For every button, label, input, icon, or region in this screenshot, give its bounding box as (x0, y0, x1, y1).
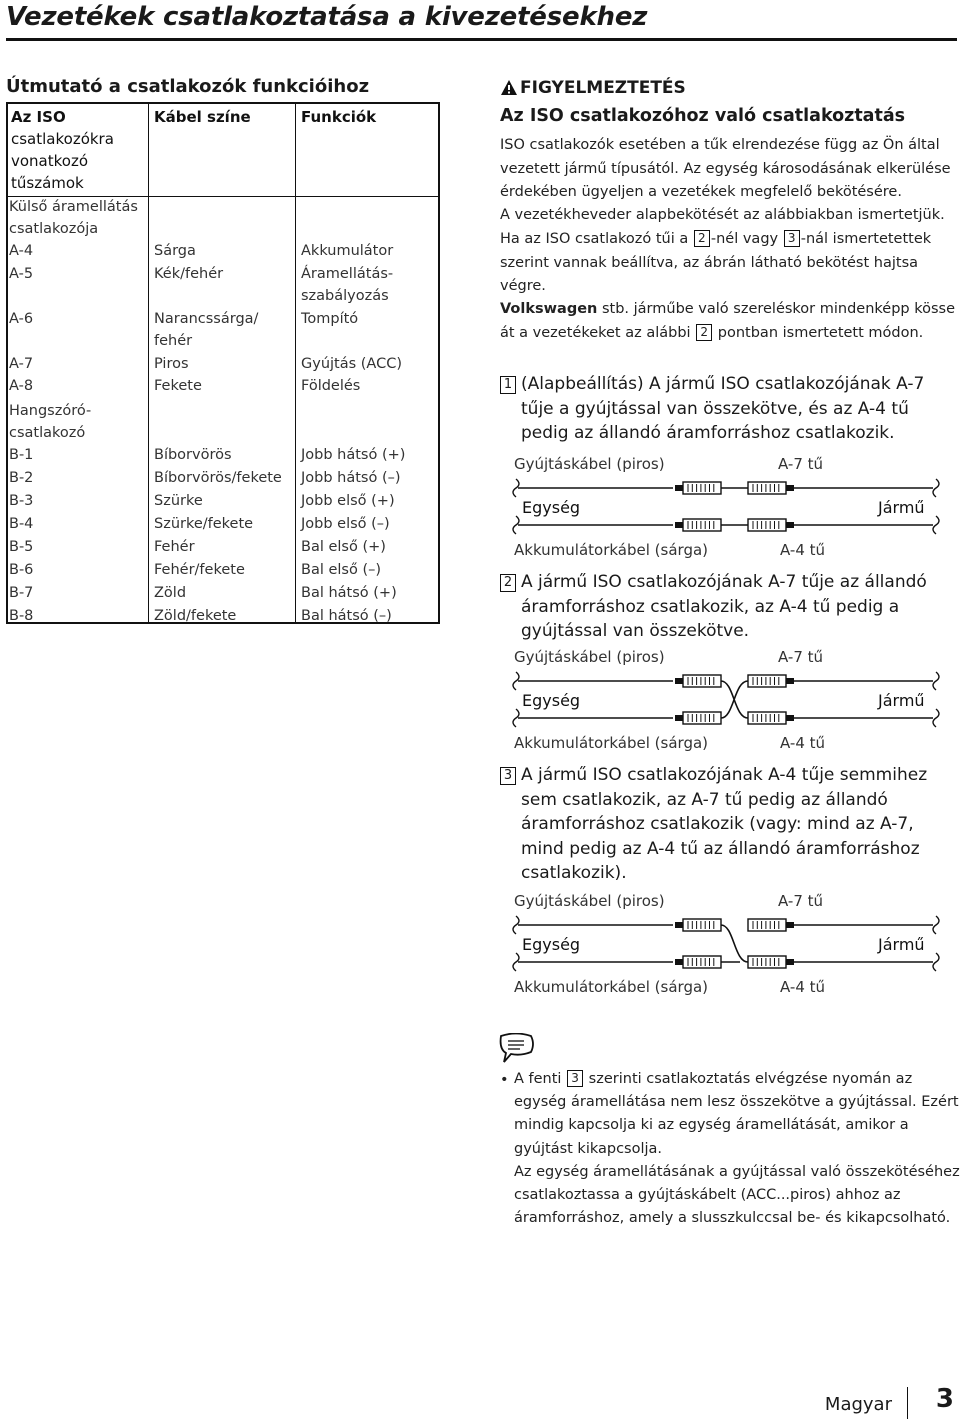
table-pin: B-1 (9, 447, 34, 463)
wire-break-mark (933, 516, 939, 534)
warning-p4-text-b: pontban ismertetett módon. (713, 324, 924, 341)
table-function: Tompító (301, 310, 359, 327)
wire-break-mark (933, 953, 939, 971)
step-text: (Alapbeállítás) A jármű ISO csatlakozójának A-7 tűje a gyújtással van összekötve, és az A-4 tű pedig az állandó áramforráshoz csatlakozik. (521, 374, 925, 443)
note-list (500, 1068, 960, 1230)
table-pin: A-8 (9, 378, 34, 394)
header-pin-line-3: vonatkozó (11, 152, 89, 170)
table-cable-color: Szürke (154, 493, 203, 509)
note-item (500, 1068, 960, 1230)
pin-a7-label: A-7 tű (778, 455, 824, 473)
warning-p4-text-a: stb. járműbe való szereléskor mindenképp kösse át a vezetékeket az alábbi (500, 301, 956, 341)
wire-connector-icon (748, 712, 794, 724)
table-cable-color: Zöld (154, 585, 187, 601)
wire-connector-icon (748, 919, 794, 931)
wire-break-mark (933, 916, 939, 934)
warning-triangle-icon (500, 79, 518, 96)
table-col-divider (148, 104, 149, 622)
note-text-a: A fenti (514, 1071, 567, 1087)
warning-paragraph-4 (500, 298, 958, 345)
vehicle-label: Jármű (878, 691, 925, 710)
wiring-diagram-2 (508, 646, 948, 776)
section-speaker-line-2: csatlakozó (9, 425, 86, 441)
table-function: Bal első (–) (301, 562, 382, 578)
unit-label: Egység (522, 691, 581, 710)
step-ref-box: 3 (567, 1070, 583, 1087)
pin-a4-label: A-4 tű (780, 978, 826, 996)
header-divider (6, 38, 957, 41)
wire-break-mark (933, 672, 939, 690)
note-text-b: szerinti csatlakoztatás elvégzése nyomán az egység áramellátása nem lesz összekötve a gyújtással. Ezért mindig kapcsolja ki az egység áramellátását, amikor a gyújtást kikapcsolja. (514, 1071, 959, 1157)
table-function: Jobb első (+) (301, 493, 395, 509)
footer-divider (907, 1387, 908, 1419)
connector-function-table (6, 102, 440, 624)
wire-connector-icon (675, 675, 721, 687)
step-text: A jármű ISO csatlakozójának A-4 tűje semmihez sem csatlakozik, az A-7 tű pedig az állandó áramforráshoz csatlakozik (vagy: mind az A-7, mind pedig az A-4 tű az állandó áramforráshoz csatlakozik). (521, 765, 928, 883)
table-cable-color: Fekete (154, 378, 202, 394)
table-function: Jobb hátsó (–) (301, 470, 401, 486)
table-pin: B-3 (9, 493, 34, 509)
wire-connector-icon (748, 956, 794, 968)
wire-connector-icon (675, 519, 721, 531)
table-cable-color: Narancssárga/ (154, 310, 259, 327)
wiring-lines (508, 453, 948, 583)
wire-break-mark (933, 709, 939, 727)
ignition-cable-label: Gyújtáskábel (piros) (514, 892, 665, 910)
page-title: Vezetékek csatlakoztatása a kivezetésekhez (6, 2, 648, 32)
table-cable-color: Fehér/fekete (154, 562, 245, 578)
wire-connector-icon (675, 482, 721, 494)
table-function: Bal hátsó (–) (301, 608, 392, 624)
table-pin: B-5 (9, 539, 34, 555)
pin-a7-label: A-7 tű (778, 648, 824, 666)
wire-connector-icon (675, 919, 721, 931)
table-function: Jobb hátsó (+) (301, 447, 406, 463)
table-function: Gyújtás (ACC) (301, 355, 402, 372)
table-pin: A-5 (9, 265, 34, 282)
pin-a7-label: A-7 tű (778, 892, 824, 910)
table-cable-color: Fehér (154, 539, 195, 555)
table-title: Útmutató a csatlakozók funkcióihoz (6, 76, 370, 97)
step-number-box: 2 (500, 574, 516, 592)
step-ref-box: 2 (694, 230, 710, 247)
wire-connector-icon (748, 675, 794, 687)
wiring-lines (508, 646, 948, 776)
table-cable-color: Bíborvörös (154, 447, 232, 463)
table-pin: B-2 (9, 470, 34, 486)
table-col-divider (295, 104, 296, 622)
bullet-dot: • (500, 1072, 509, 1088)
wire-break-mark (933, 479, 939, 497)
warning-p3-text-b: -nél vagy (710, 231, 783, 247)
step-number-box: 3 (500, 767, 516, 785)
table-cable-color: Piros (154, 355, 189, 372)
wire-connector-icon (748, 482, 794, 494)
table-pin: B-7 (9, 585, 34, 601)
table-pin: A-6 (9, 310, 34, 327)
wire-connector-icon (675, 956, 721, 968)
ignition-cable-label: Gyújtáskábel (piros) (514, 648, 665, 666)
warning-p3-text-c: -nál ismertetettek szerint vannak beállítva, az ábrán látható bekötést hajtsa végre. (500, 231, 932, 294)
table-pin: B-4 (9, 516, 34, 532)
table-pin: B-8 (9, 608, 34, 624)
header-function: Funkciók (301, 108, 377, 126)
table-cable-color: Bíborvörös/fekete (154, 470, 282, 486)
section-power-line-1: Külső áramellátás (9, 199, 138, 215)
footer-language: Magyar (824, 1394, 892, 1415)
vehicle-label: Jármű (878, 935, 925, 954)
brand-name: Volkswagen (500, 301, 598, 317)
warning-heading-text: FIGYELMEZTETÉS (520, 78, 686, 98)
wire-connector-icon (675, 712, 721, 724)
note-text-2: Az egység áramellátásának a gyújtással való összekötéséhez csatlakoztassa a gyújtáskábelt (ACC...piros) ahhoz az áramforráshoz, amely a slusszkulccsal be- és kikapcsolható. (514, 1163, 960, 1227)
step-ref-box: 3 (784, 230, 800, 247)
header-pin-line-4: tűszámok (11, 174, 84, 192)
section-power-line-2: csatlakozója (9, 221, 99, 237)
table-function: szabályozás (301, 288, 389, 304)
warning-subheading: Az ISO csatlakozóhoz való csatlakoztatás (500, 106, 906, 126)
pin-a4-label: A-4 tű (780, 541, 826, 559)
table-function: Földelés (301, 378, 361, 394)
warning-paragraph-3 (500, 228, 958, 299)
table-pin: A-4 (9, 243, 34, 259)
table-function: Jobb első (–) (301, 516, 390, 532)
page-number: 3 (935, 1384, 954, 1414)
table-function: Bal első (+) (301, 539, 386, 555)
unit-label: Egység (522, 935, 581, 954)
table-cable-color: Szürke/fekete (154, 516, 254, 532)
table-function: Bal hátsó (+) (301, 585, 397, 601)
battery-cable-label: Akkumulátorkábel (sárga) (514, 978, 709, 996)
section-speaker-line-1: Hangszóró- (9, 403, 92, 419)
vehicle-label: Jármű (878, 498, 925, 517)
table-pin: A-7 (9, 355, 34, 372)
warning-paragraph-2: A vezetékheveder alapbekötését az alábbiakban ismertetjük. (500, 207, 945, 223)
table-function: Áramellátás- (301, 265, 394, 282)
unit-label: Egység (522, 498, 581, 517)
ignition-cable-label: Gyújtáskábel (piros) (514, 455, 665, 473)
table-pin: B-6 (9, 562, 34, 578)
wiring-diagram-1 (508, 453, 948, 583)
warning-heading (500, 78, 686, 98)
table-cable-color: Sárga (154, 243, 196, 259)
header-pin-line-2: csatlakozókra (11, 130, 114, 148)
table-function: Akkumulátor (301, 243, 394, 259)
step-ref-box: 2 (696, 324, 712, 341)
wiring-diagram-3 (508, 890, 948, 1020)
header-cable-color: Kábel színe (154, 108, 251, 126)
battery-cable-label: Akkumulátorkábel (sárga) (514, 734, 709, 752)
table-cable-color: fehér (154, 333, 193, 349)
wire-connector-icon (748, 519, 794, 531)
warning-paragraph-1: ISO csatlakozók esetében a tűk elrendezése függ az Ön által vezetett jármű típusától. Az egység károsodásának elkerülése érdekében ügyeljen a vezetékek megfelelő bekötésére. (500, 137, 951, 200)
battery-cable-label: Akkumulátorkábel (sárga) (514, 541, 709, 559)
step-3 (500, 763, 950, 886)
table-cable-color: Zöld/fekete (154, 608, 237, 624)
pin-a4-label: A-4 tű (780, 734, 826, 752)
table-cable-color: Kék/fehér (154, 265, 224, 282)
step-text: A jármű ISO csatlakozójának A-7 tűje az állandó áramforráshoz csatlakozik, az A-4 tű pedig a gyújtással van összekötve. (521, 572, 927, 641)
wiring-lines (508, 890, 948, 1020)
header-pin-line-1: Az ISO (11, 108, 66, 126)
step-1 (500, 372, 950, 446)
note-speech-icon (497, 1033, 535, 1065)
step-number-box: 1 (500, 376, 516, 394)
warning-p3-text-a: Ha az ISO csatlakozó tűi a (500, 231, 693, 247)
